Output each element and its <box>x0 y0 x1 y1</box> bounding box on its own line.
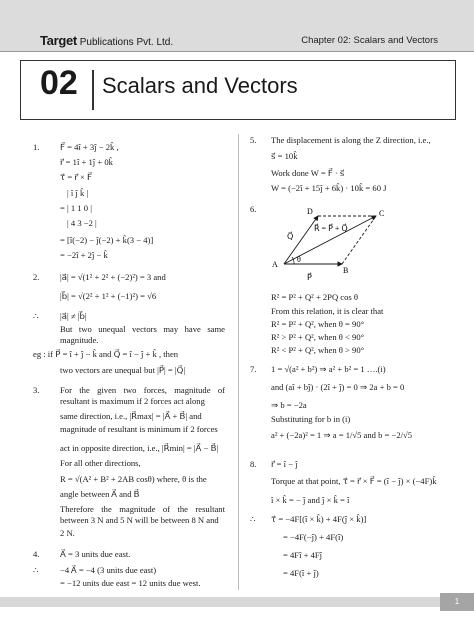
label-q: Q⃗ <box>287 232 294 241</box>
q8-line: Torque at that point, τ⃗ = r⃗ × F⃗ = (î − ĵ) × (−4F)k̂ <box>271 476 437 486</box>
q1-line: τ⃗ = r⃗ × F⃗ <box>60 172 92 182</box>
question-number-6: 6. <box>250 204 257 214</box>
footer-bar <box>0 597 474 607</box>
chapter-number: 02 <box>40 64 78 102</box>
publisher-brand <box>40 33 173 50</box>
q4-line: A⃗ = 3 units due east. <box>60 549 131 559</box>
label-b: B <box>343 266 349 275</box>
q2-line: |a⃗| = √(1² + 2² + (−2)²) = 3 and <box>60 272 166 282</box>
q2-line: two vectors are unequal but |P⃗| = |Q⃗| <box>60 365 186 375</box>
q1-line: = −2î + 2ĵ − k̂ <box>60 250 108 260</box>
q3-line: 2 N. <box>60 528 75 538</box>
question-number-1: 1. <box>33 142 40 152</box>
therefore-symbol: ∴ <box>250 514 256 524</box>
label-r: R⃗ = P⃗ + Q⃗ <box>314 224 348 233</box>
brand-suffix: Publications Pvt. Ltd. <box>76 37 174 48</box>
brand-name: Target <box>40 33 77 48</box>
question-number-8: 8. <box>250 459 257 469</box>
q8-line: î × k̂ = − ĵ and ĵ × k̂ = î <box>271 495 350 505</box>
label-c: C <box>379 209 385 218</box>
q7-line: a² + (−2a)² = 1 ⇒ a = 1/√5 and b = −2/√5 <box>271 430 413 440</box>
q7-line: ⇒ b = −2a <box>271 400 307 410</box>
q1-line: | î ĵ k̂ | <box>67 188 89 198</box>
q8-line: = 4F(î + ĵ) <box>283 568 319 578</box>
q3-line: For all other directions, <box>60 458 141 468</box>
q6-line: From this relation, it is clear that <box>271 306 384 316</box>
q5-line: W = (−2î + 15ĵ + 6k̂) · 10k̂ = 60 J <box>271 183 387 193</box>
theta-arc <box>292 257 294 264</box>
q5-line: s⃗ = 10k̂ <box>271 151 298 161</box>
q3-line: act in opposite direction, i.e., |R⃗min| = |A⃗ − B⃗| <box>60 443 219 453</box>
question-number-7: 7. <box>250 364 257 374</box>
q1-line: r⃗ = 1î + 1ĵ + 0k̂ <box>60 157 113 167</box>
question-number-4: 4. <box>33 549 40 559</box>
q3-line: Therefore the magnitude of the resultant between 3 N and 5 N will be between 8 N and <box>60 504 225 525</box>
q3-line: For the given two forces, magnitude of resultant is maximum if 2 forces act along <box>60 385 225 406</box>
q2-line: |a⃗| ≠ |b⃗| <box>60 311 87 321</box>
q1-line: = [î(−2) − ĵ(−2) + k̂(3 − 4)] <box>60 235 154 245</box>
q3-line: angle between A⃗ and B⃗ <box>60 489 140 499</box>
page-number: 1 <box>440 593 474 611</box>
chapter-title: Scalars and Vectors <box>102 73 298 98</box>
q1-line: F⃗ = 4î + 3ĵ − 2k̂ , <box>60 142 119 152</box>
question-number-3: 3. <box>33 385 40 395</box>
q7-line: 1 = √(a² + b²) ⇒ a² + b² = 1 ….(i) <box>271 364 386 374</box>
question-number-2: 2. <box>33 272 40 282</box>
q6-line: R² < P² + Q², when θ > 90° <box>271 345 365 355</box>
q6-line: R² > P² + Q², when θ < 90° <box>271 332 365 342</box>
label-theta: θ <box>297 255 301 264</box>
q8-line: r⃗ = î − ĵ <box>271 459 298 469</box>
parallelogram-diagram <box>262 206 402 288</box>
q4-line: = −12 units due east = 12 units due west. <box>60 578 201 588</box>
q7-line: Substituting for b in (i) <box>271 414 351 424</box>
q8-line: = −4F(−ĵ) + 4F(î) <box>283 532 344 542</box>
label-p: P⃗ <box>307 273 312 282</box>
q1-line: = | 1 1 0 | <box>60 203 92 213</box>
q6-line: R² = P² + Q² + 2PQ cos θ <box>271 292 359 302</box>
q3-line: R = √(A² + B² + 2AB cosθ) where, θ is the <box>60 474 207 484</box>
label-a: A <box>272 260 278 269</box>
title-divider <box>92 70 94 110</box>
q5-line: Work done W = F⃗ · s⃗ <box>271 168 345 178</box>
q7-line: and (aî + bĵ) · (2î + ĵ) = 0 ⇒ 2a + b = 0 <box>271 382 405 392</box>
therefore-symbol: ∴ <box>33 311 39 321</box>
q3-line: magnitude of resultant is minimum if 2 forces <box>60 424 218 434</box>
chapter-header: Chapter 02: Scalars and Vectors <box>301 35 438 46</box>
header-divider <box>0 51 474 52</box>
q2-line: |b⃗| = √(2² + 1² + (−1)²) = √6 <box>60 291 157 301</box>
question-number-5: 5. <box>250 135 257 145</box>
label-d: D <box>307 207 313 216</box>
q1-line: | 4 3 −2 | <box>67 218 97 228</box>
column-separator <box>238 134 239 590</box>
q5-line: The displacement is along the Z direction, i.e., <box>271 135 431 145</box>
q2-line: But two unequal vectors may have same magnitude. <box>60 324 225 345</box>
q4-line: −4 A⃗ = −4 (3 units due east) <box>60 565 157 575</box>
therefore-symbol: ∴ <box>33 565 39 575</box>
q2-line: eg : if P⃗ = î + ĵ − k̂ and Q⃗ = î − ĵ + k̂ , then <box>33 349 179 359</box>
q3-line: same direction, i.e., |R⃗max| = |A⃗ + B⃗| and <box>60 411 202 421</box>
q8-line: = 4Fî + 4Fĵ <box>283 550 323 560</box>
q6-line: R² = P² + Q², when θ = 90° <box>271 319 365 329</box>
q8-line: τ⃗ = −4F[(î × k̂) + 4F(ĵ × k̂)] <box>271 514 367 524</box>
